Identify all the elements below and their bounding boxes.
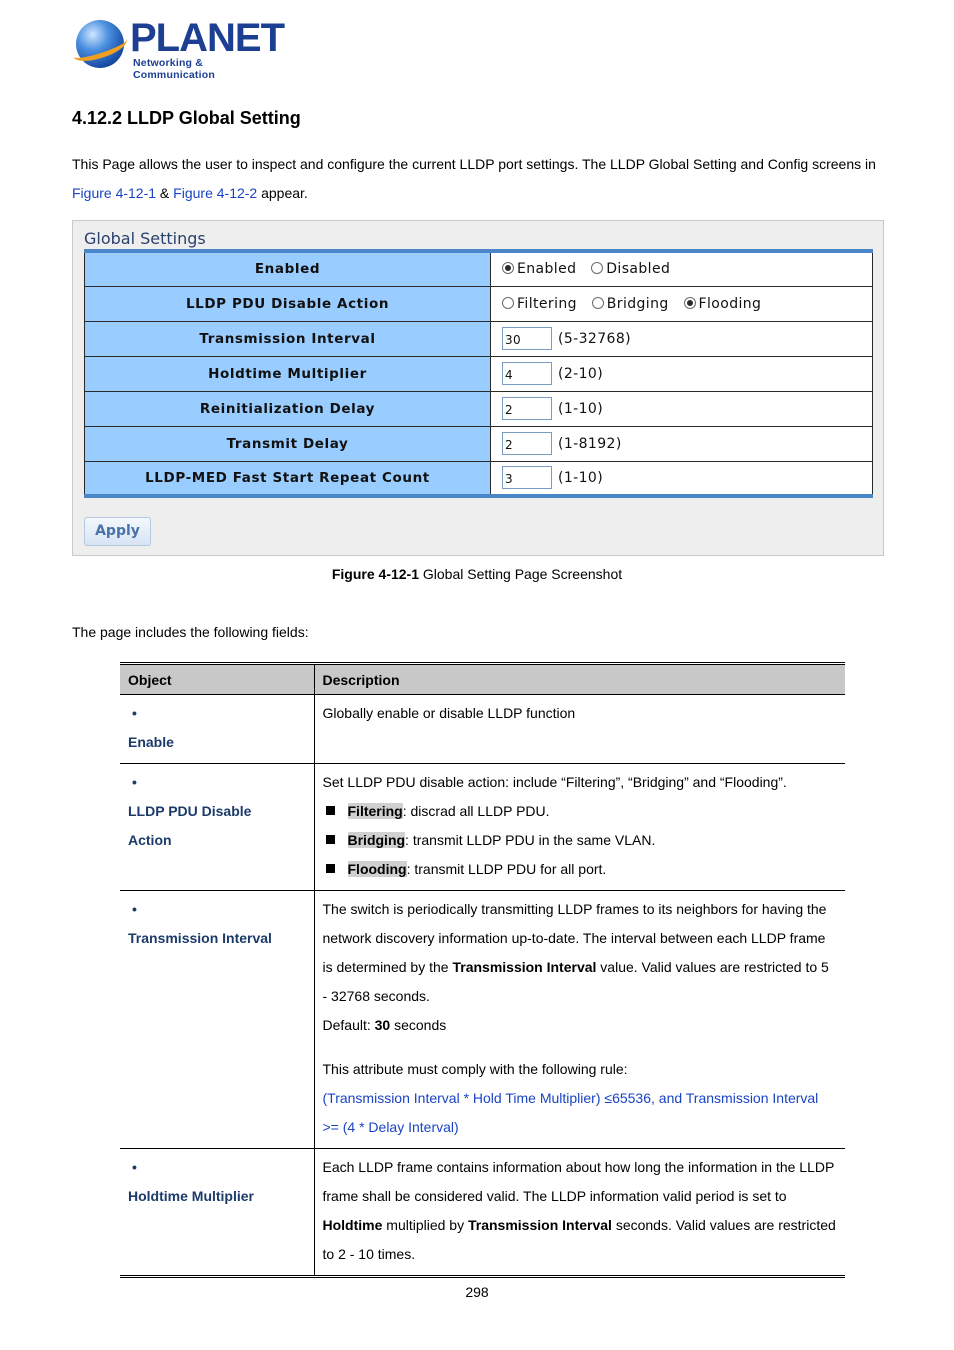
square-bullet-icon <box>326 864 335 873</box>
radio-enabled[interactable] <box>502 261 576 277</box>
settings-value <box>491 321 873 356</box>
table-header <box>120 664 845 695</box>
global-settings-table <box>84 249 873 498</box>
term: Filtering <box>347 803 403 819</box>
radio-label: Flooding <box>698 295 762 312</box>
description-cell <box>314 1149 845 1277</box>
radio-unchecked-icon <box>592 297 604 309</box>
holdtime-input[interactable]: 4 <box>502 362 552 385</box>
description-cell <box>314 764 845 891</box>
settings-row-med-fast-start <box>85 461 873 496</box>
settings-row-enabled <box>85 251 873 286</box>
logo-brand: PLANET <box>130 16 284 60</box>
planet-logo <box>76 16 284 81</box>
bullet-icon: • <box>132 1159 137 1175</box>
desc-bold: Holdtime <box>322 1217 383 1233</box>
radio-label: Disabled <box>606 261 671 278</box>
settings-row-transmit-delay <box>85 426 873 461</box>
default-unit: seconds <box>390 1017 447 1033</box>
list-item <box>323 797 838 826</box>
bullet-icon: • <box>132 901 137 917</box>
figure-caption <box>0 566 954 582</box>
tx-interval-input[interactable]: 30 <box>502 327 552 350</box>
desc-bold: Transmission Interval <box>467 1217 612 1233</box>
default-number: 30 <box>374 1017 391 1033</box>
section-title: 4.12.2 LLDP Global Setting <box>72 108 301 128</box>
list-item <box>323 855 838 884</box>
figure-link-1[interactable]: Figure 4-12-1 <box>72 185 157 201</box>
range-hint: (1-10) <box>558 469 604 486</box>
desc-part: multiplied by <box>382 1217 468 1233</box>
radio-flooding[interactable] <box>684 296 762 312</box>
rule-text: (Transmission Interval * Hold Time Multiplier) ≤65536, and Transmission Interval >= (4 * Delay Interval) <box>322 1090 819 1135</box>
settings-label: Reinitialization Delay <box>85 391 491 426</box>
settings-row-tx-interval <box>85 321 873 356</box>
med-fast-start-input[interactable]: 3 <box>502 466 552 489</box>
object-name: Transmission Interval <box>128 930 272 946</box>
object-cell <box>120 695 314 764</box>
term: Bridging <box>347 832 406 848</box>
table-row-holdtime <box>120 1149 845 1277</box>
settings-label: Holdtime Multiplier <box>85 356 491 391</box>
object-name: Holdtime Multiplier <box>128 1188 254 1204</box>
settings-value <box>491 286 873 321</box>
reinit-delay-input[interactable]: 2 <box>502 397 552 420</box>
object-cell <box>120 891 314 1149</box>
fields-table <box>120 662 845 1278</box>
radio-bridging[interactable] <box>592 296 669 312</box>
radio-disabled[interactable] <box>591 261 670 277</box>
radio-label: Filtering <box>517 295 577 312</box>
settings-label: LLDP PDU Disable Action <box>85 286 491 321</box>
object-name: LLDP PDU Disable Action <box>128 803 252 848</box>
intro-text-2: appear. <box>257 185 308 201</box>
list-item <box>323 826 838 855</box>
range-hint: (5-32768) <box>558 330 632 347</box>
table-row-enable <box>120 695 845 764</box>
settings-value <box>491 391 873 426</box>
apply-button[interactable]: Apply <box>84 517 151 546</box>
settings-row-holdtime <box>85 356 873 391</box>
object-name: Enable <box>128 734 174 750</box>
settings-label: LLDP-MED Fast Start Repeat Count <box>85 461 491 496</box>
settings-label: Transmission Interval <box>85 321 491 356</box>
intro-text-1: This Page allows the user to inspect and configure the current LLDP port settings. The LLDP Global Setting and Config screens in <box>72 156 876 172</box>
radio-unchecked-icon <box>502 297 514 309</box>
settings-value <box>491 251 873 286</box>
rule-intro: This attribute must comply with the following rule: <box>322 1061 628 1077</box>
caption-text: Global Setting Page Screenshot <box>419 566 623 582</box>
range-hint: (1-10) <box>558 400 604 417</box>
bullet-icon: • <box>132 774 137 790</box>
header-description: Description <box>314 664 845 695</box>
figure-link-2[interactable]: Figure 4-12-2 <box>173 185 258 201</box>
desc-part: The switch is periodically transmitting LLDP frames to its neighbors for having the network discovery information up-to-date. The interval between each LLDP frame is determined by the <box>322 901 827 975</box>
range-hint: (2-10) <box>558 365 604 382</box>
radio-unchecked-icon <box>591 262 603 274</box>
settings-value <box>491 461 873 496</box>
term: Flooding <box>347 861 407 877</box>
desc-bold: Transmission Interval <box>452 959 597 975</box>
term-desc: : transmit LLDP PDU in the same VLAN. <box>405 832 656 848</box>
term-desc: : discrad all LLDP PDU. <box>402 803 550 819</box>
transmit-delay-input[interactable]: 2 <box>502 432 552 455</box>
default-value <box>323 1011 838 1040</box>
desc-part: seconds. Valid values are restricted to 2 - 10 times. <box>322 1217 836 1262</box>
radio-label: Bridging <box>606 295 669 312</box>
header-object: Object <box>120 664 314 695</box>
description-cell: Globally enable or disable LLDP function <box>314 695 845 764</box>
square-bullet-icon <box>326 835 335 844</box>
radio-label: Enabled <box>517 261 577 278</box>
range-hint: (1-8192) <box>558 435 622 452</box>
settings-label: Transmit Delay <box>85 426 491 461</box>
desc-part: Each LLDP frame contains information about how long the information in the LLDP frame shall be considered valid. The LLDP information valid period is set to <box>322 1159 835 1204</box>
table-row-pdu-action <box>120 764 845 891</box>
panel-title: Global Settings <box>84 229 206 248</box>
page-number: 298 <box>465 1284 489 1300</box>
description-text <box>323 895 838 1011</box>
spacer <box>323 1040 838 1055</box>
global-settings-screenshot <box>72 220 884 556</box>
caption-label: Figure 4-12-1 <box>331 566 419 582</box>
default-label: Default: <box>322 1017 375 1033</box>
settings-value <box>491 426 873 461</box>
object-cell <box>120 1149 314 1277</box>
object-cell <box>120 764 314 891</box>
desc-part: value. Valid values are restricted to 5 - 32768 seconds. <box>322 959 829 1004</box>
square-bullet-icon <box>326 806 335 815</box>
radio-filtering[interactable] <box>502 296 577 312</box>
intro-paragraph <box>72 150 892 208</box>
logo-tagline: Networking & Communication <box>133 57 215 81</box>
description-cell <box>314 891 845 1149</box>
settings-label: Enabled <box>85 251 491 286</box>
description-text: Set LLDP PDU disable action: include “Filtering”, “Bridging” and “Flooding”. <box>322 774 787 790</box>
settings-row-pdu-action <box>85 286 873 321</box>
table-row-tx-interval <box>120 891 845 1149</box>
settings-row-reinit-delay <box>85 391 873 426</box>
fields-intro: The page includes the following fields: <box>72 624 309 640</box>
bullet-icon: • <box>132 705 137 721</box>
settings-value <box>491 356 873 391</box>
term-desc: : transmit LLDP PDU for all port. <box>406 861 607 877</box>
intro-amp: & <box>156 185 174 201</box>
radio-checked-icon <box>684 297 696 309</box>
radio-checked-icon <box>502 262 514 274</box>
